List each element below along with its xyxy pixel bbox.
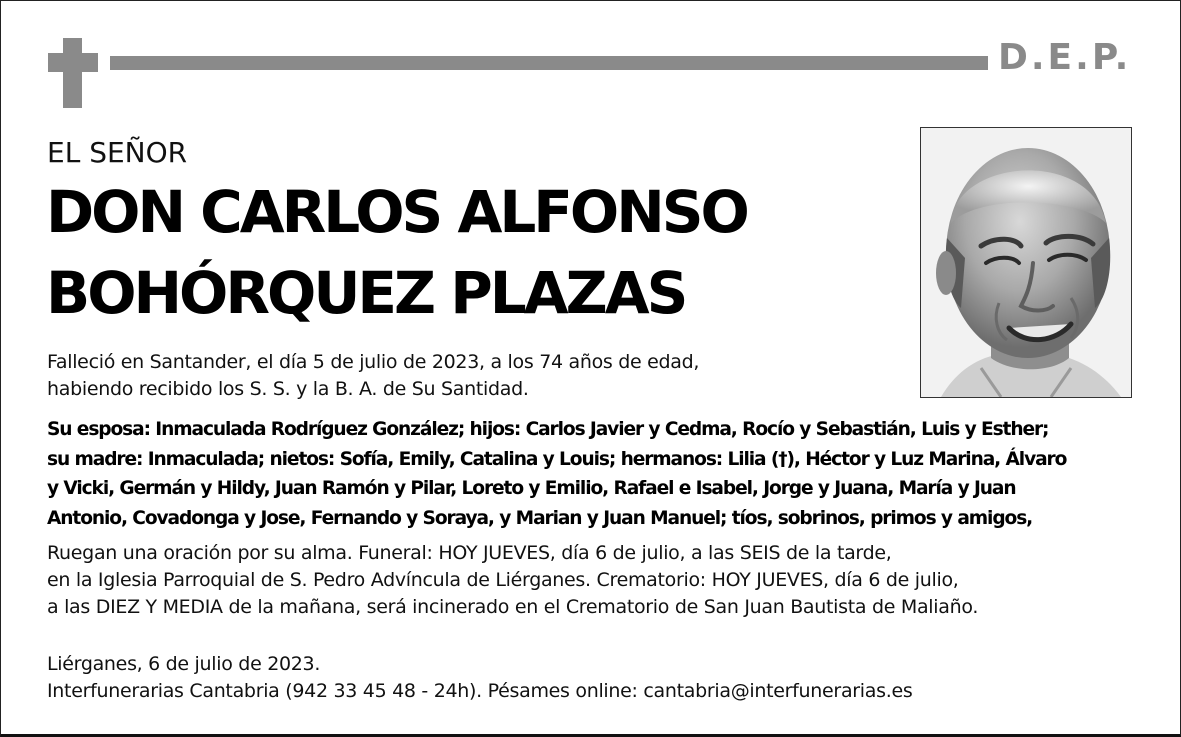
funeral-details — [47, 540, 978, 621]
funeral-line: Ruegan una oración por su alma. Funeral: HOY JUEVES, día 6 de julio, a las SEIS de la tarde, — [47, 542, 892, 564]
cross-icon — [63, 38, 82, 108]
family-line: su madre: Inmaculada; nietos: Sofía, Emily, Catalina y Louis; hermanos: Lilia (†), Héctor y Luz Marina, Álvaro — [47, 448, 1067, 470]
family-line: y Vicki, Germán y Hildy, Juan Ramón y Pilar, Loreto y Emilio, Rafael e Isabel, Jorge y Juana, María y Juan — [47, 478, 1016, 499]
footer-contact: Interfunerarias Cantabria (942 33 45 48 - 24h). Pésames online: cantabria@interfunerarias.es — [47, 680, 913, 702]
footer — [47, 651, 912, 705]
dep-label: D.E.P. — [998, 37, 1132, 78]
family-list — [47, 415, 1066, 533]
header-divider-bar — [110, 56, 988, 70]
death-notice — [47, 349, 699, 403]
family-line: Antonio, Covadonga y Jose, Fernando y Soraya, y Marian y Juan Manuel; tíos, sobrinos, primos y amigos, — [47, 507, 1033, 529]
funeral-line: a las DIEZ Y MEDIA de la mañana, será incinerado en el Crematorio de San Juan Bautista de Maliaño. — [47, 596, 979, 618]
cross-icon-arm — [48, 53, 98, 72]
funeral-line: en la Iglesia Parroquial de S. Pedro Advíncula de Liérganes. Crematorio: HOY JUEVES, día 6 de julio, — [47, 569, 959, 591]
portrait-illustration — [921, 128, 1131, 397]
death-notice-line: habiendo recibido los S. S. y la B. A. de Su Santidad. — [47, 378, 529, 400]
death-notice-line: Falleció en Santander, el día 5 de julio de 2023, a los 74 años de edad, — [47, 351, 700, 373]
deceased-title: EL SEÑOR — [47, 136, 188, 169]
portrait-photo — [920, 127, 1132, 398]
footer-date: Liérganes, 6 de julio de 2023. — [47, 653, 321, 675]
family-line: Su esposa: Inmaculada Rodríguez González; hijos: Carlos Javier y Cedma, Rocío y Sebastián, Luis y Esther; — [47, 419, 1049, 440]
deceased-name-line-1: DON CARLOS ALFONSO — [46, 178, 747, 246]
deceased-name-line-2: BOHÓRQUEZ PLAZAS — [46, 259, 686, 327]
